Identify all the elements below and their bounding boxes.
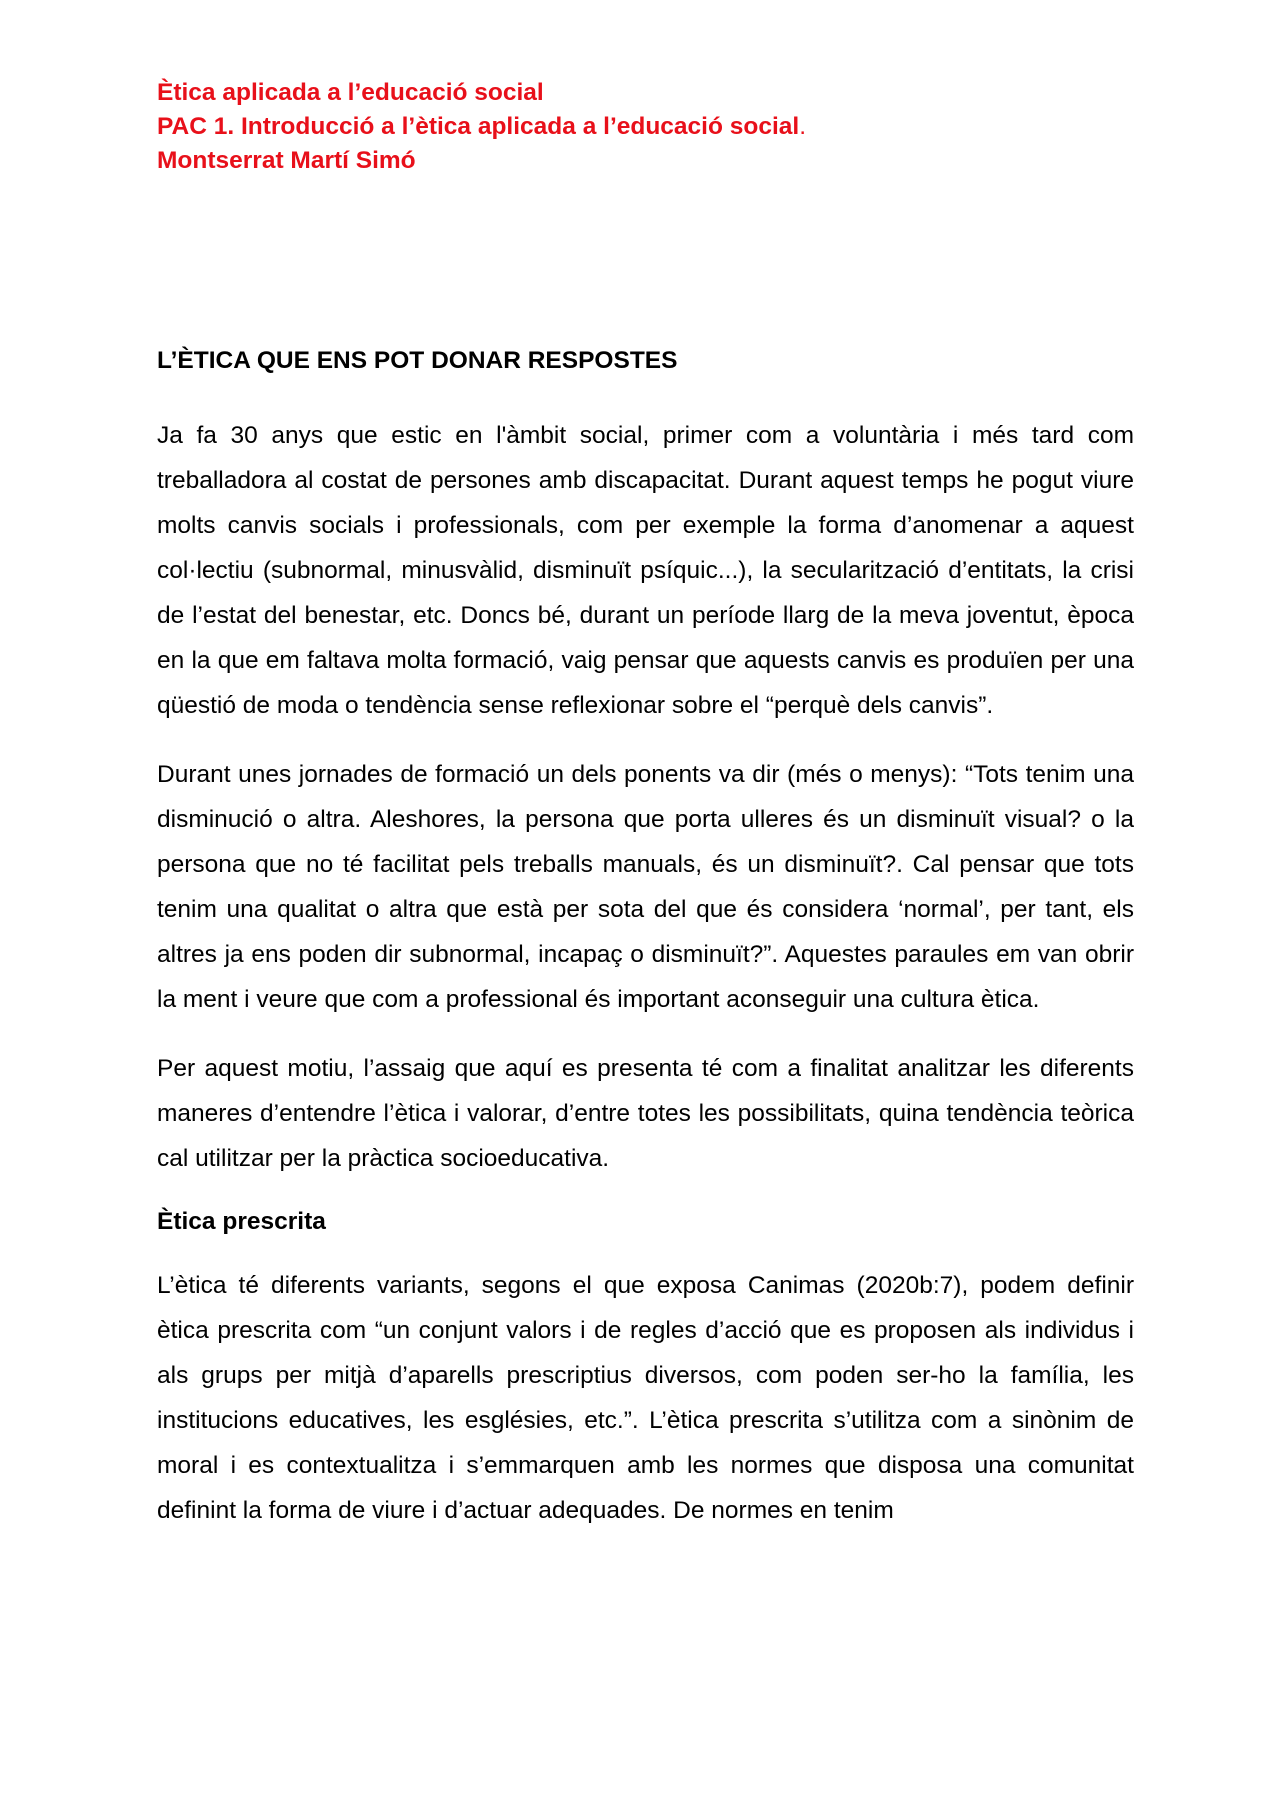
assignment-title — [157, 110, 1137, 144]
document-body — [157, 344, 1134, 1557]
paragraph-intro-1: Ja fa 30 anys que estic en l'àmbit social, primer com a voluntària i més tard com treballadora al costat de persones amb discapacitat. Durant aquest temps he pogut viure molts canvis socials i professionals, com per exemple la forma d’anomenar a aquest col·lectiu (subnormal, minusvàlid, disminuït psíquic...), la secularització d’entitats, la crisi de l’estat del benestar, etc. Doncs bé, durant un període llarg de la meva joventut, època en la que em faltava molta formació, vaig pensar que aquests canvis es produïen per una qüestió de moda o tendència sense reflexionar sobre el “perquè dels canvis”. — [157, 422, 1134, 719]
essay-title: L’ÈTICA QUE ENS POT DONAR RESPOSTES — [157, 347, 678, 374]
assignment-title-suffix: . — [799, 113, 807, 140]
subsection-title: Ètica prescrita — [157, 1208, 326, 1235]
document-header — [157, 76, 1137, 178]
paragraph-intro-2: Durant unes jornades de formació un dels ponents va dir (més o menys): “Tots tenim una disminució o altra. Aleshores, la persona que porta ulleres és un disminuït visual? o la persona que no té facilitat pels treballs manuals, és un disminuït?. Cal pensar que tots tenim una qualitat o altra que està per sota del que és considera ‘normal’, per tant, els altres ja ens poden dir subnormal, incapaç o disminuït?”. Aquestes paraules em van obrir la ment i veure que com a professional és important aconseguir una cultura ètica. — [157, 761, 1134, 1013]
author-name: Montserrat Martí Simó — [157, 147, 416, 174]
assignment-title-text: PAC 1. Introducció a l’ètica aplicada a l’educació social — [157, 113, 800, 140]
course-title: Ètica aplicada a l’educació social — [157, 79, 544, 106]
paragraph-prescribed-ethics: L’ètica té diferents variants, segons el que exposa Canimas (2020b:7), podem definir ètica prescrita com “un conjunt valors i de regles d’acció que es proposen als individus i als grups per mitjà d’aparells prescriptius diversos, com poden ser-ho la família, les institucions educatives, les esglésies, etc.”. L’ètica prescrita s’utilitza com a sinònim de moral i es contextualitza i s’emmarquen amb les normes que disposa una comunitat definint la forma de viure i d’actuar adequades. De normes en tenim — [157, 1272, 1134, 1524]
paragraph-intro-3: Per aquest motiu, l’assaig que aquí es presenta té com a finalitat analitzar les diferents maneres d’entendre l’ètica i valorar, d’entre totes les possibilitats, quina tendència teòrica cal utilitzar per la pràctica socioeducativa. — [157, 1055, 1134, 1172]
